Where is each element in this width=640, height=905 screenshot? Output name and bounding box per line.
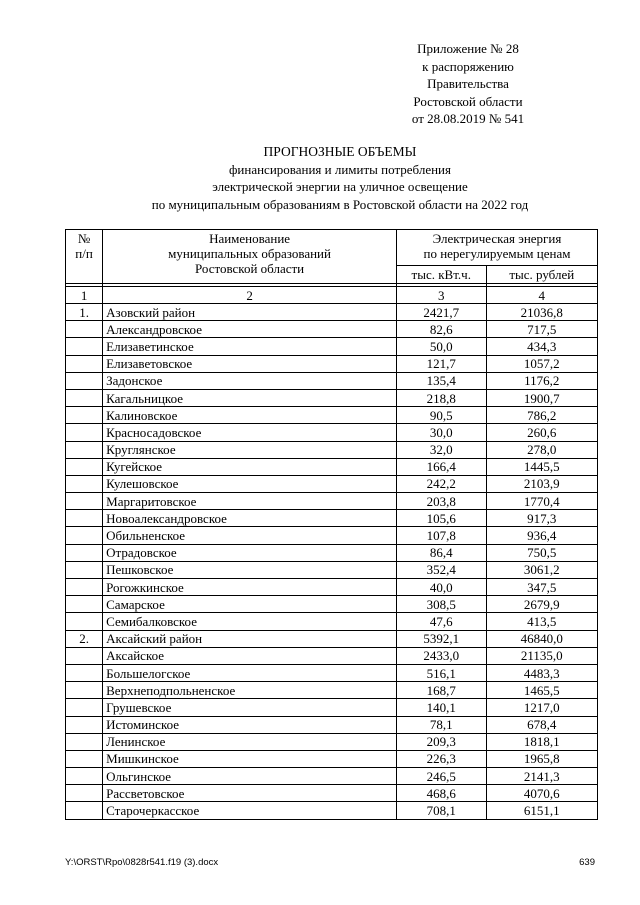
table-row <box>66 750 598 767</box>
table-row <box>66 699 598 716</box>
header-num-line: № <box>77 231 91 246</box>
table-body <box>66 304 598 820</box>
row-number <box>66 424 103 441</box>
row-name: Круглянское <box>103 441 397 458</box>
row-kwh: 107,8 <box>396 527 486 544</box>
row-kwh: 82,6 <box>396 321 486 338</box>
row-name: Калиновское <box>103 407 397 424</box>
title-line: по муниципальным образованиям в Ростовской области на 2022 год <box>151 196 529 212</box>
row-kwh: 226,3 <box>396 750 486 767</box>
row-number <box>66 441 103 458</box>
row-kwh: 40,0 <box>396 579 486 596</box>
table-row <box>66 407 598 424</box>
table-row <box>66 493 598 510</box>
row-number <box>66 579 103 596</box>
row-kwh: 50,0 <box>396 338 486 355</box>
row-rub: 21135,0 <box>486 647 597 664</box>
row-rub: 347,5 <box>486 579 597 596</box>
appendix-line: к распоряжению <box>422 58 514 74</box>
title-main: ПРОГНОЗНЫЕ ОБЪЕМЫ <box>263 144 417 159</box>
row-rub: 1445,5 <box>486 458 597 475</box>
table-row <box>66 372 598 389</box>
row-kwh: 166,4 <box>396 458 486 475</box>
row-rub: 750,5 <box>486 544 597 561</box>
col-number: 2 <box>103 287 397 304</box>
appendix-line: Приложение № 28 <box>417 41 519 56</box>
row-kwh: 140,1 <box>396 699 486 716</box>
row-kwh: 105,6 <box>396 510 486 527</box>
row-kwh: 203,8 <box>396 493 486 510</box>
row-rub: 1465,5 <box>486 682 597 699</box>
row-name: Елизаветовское <box>103 355 397 372</box>
table-row <box>66 664 598 681</box>
table-row <box>66 389 598 406</box>
row-number <box>66 716 103 733</box>
row-rub: 1217,0 <box>486 699 597 716</box>
row-name: Семибалковское <box>103 613 397 630</box>
row-kwh: 135,4 <box>396 372 486 389</box>
header-name-line: Наименование <box>209 231 291 246</box>
footer-page-number: 639 <box>579 857 595 868</box>
title-line: финансирования и лимиты потребления <box>228 161 451 177</box>
row-kwh: 30,0 <box>396 424 486 441</box>
row-name: Кулешовское <box>103 475 397 492</box>
row-number <box>66 596 103 613</box>
row-number <box>66 493 103 510</box>
row-rub: 434,3 <box>486 338 597 355</box>
row-number <box>66 407 103 424</box>
row-kwh: 168,7 <box>396 682 486 699</box>
row-rub: 717,5 <box>486 321 597 338</box>
row-name: Елизаветинское <box>103 338 397 355</box>
row-number <box>66 647 103 664</box>
row-name: Маргаритовское <box>103 493 397 510</box>
table-row <box>66 579 598 596</box>
row-kwh: 308,5 <box>396 596 486 613</box>
row-number <box>66 458 103 475</box>
header-name-line: Ростовской области <box>194 261 305 276</box>
table-row <box>66 802 598 819</box>
row-kwh: 2433,0 <box>396 647 486 664</box>
appendix-line: Ростовской области <box>413 93 523 109</box>
table-row <box>66 613 598 630</box>
row-rub: 3061,2 <box>486 561 597 578</box>
row-number: 2. <box>66 630 103 647</box>
row-kwh: 2421,7 <box>396 304 486 321</box>
limits-table <box>65 229 598 820</box>
row-number <box>66 355 103 372</box>
row-name: Мишкинское <box>103 750 397 767</box>
row-name: Задонское <box>103 372 397 389</box>
row-kwh: 516,1 <box>396 664 486 681</box>
row-rub: 4483,3 <box>486 664 597 681</box>
row-name: Обильненское <box>103 527 397 544</box>
row-kwh: 90,5 <box>396 407 486 424</box>
table-row <box>66 733 598 750</box>
row-number <box>66 527 103 544</box>
table-row <box>66 544 598 561</box>
row-name: Азовский район <box>103 304 397 321</box>
table-row <box>66 458 598 475</box>
row-name: Самарское <box>103 596 397 613</box>
row-name: Аксайский район <box>103 630 397 647</box>
row-number <box>66 372 103 389</box>
table-row <box>66 304 598 321</box>
header-rub: тыс. рублей <box>486 266 597 284</box>
row-number <box>66 510 103 527</box>
row-number <box>66 389 103 406</box>
row-name: Грушевское <box>103 699 397 716</box>
row-rub: 278,0 <box>486 441 597 458</box>
row-rub: 46840,0 <box>486 630 597 647</box>
col-number: 1 <box>66 287 103 304</box>
row-rub: 2141,3 <box>486 768 597 785</box>
row-kwh: 32,0 <box>396 441 486 458</box>
table-row <box>66 321 598 338</box>
table-row <box>66 561 598 578</box>
table-row <box>66 630 598 647</box>
row-kwh: 209,3 <box>396 733 486 750</box>
row-kwh: 246,5 <box>396 768 486 785</box>
row-kwh: 352,4 <box>396 561 486 578</box>
row-name: Истоминское <box>103 716 397 733</box>
row-number <box>66 321 103 338</box>
row-number <box>66 664 103 681</box>
footer-file-path: Y:\ORST\Rpo\0828r541.f19 (3).docx <box>65 857 219 868</box>
title-line: электрической энергии на уличное освещение <box>212 179 468 194</box>
header-name <box>103 230 397 284</box>
row-rub: 1818,1 <box>486 733 597 750</box>
row-kwh: 5392,1 <box>396 630 486 647</box>
row-name: Рассветовское <box>103 785 397 802</box>
row-number <box>66 544 103 561</box>
col-number: 4 <box>486 287 597 304</box>
row-rub: 786,2 <box>486 407 597 424</box>
document-title <box>40 143 640 213</box>
table-row <box>66 682 598 699</box>
row-number <box>66 613 103 630</box>
row-name: Рогожкинское <box>103 579 397 596</box>
row-name: Верхнеподпольненское <box>103 682 397 699</box>
row-kwh: 86,4 <box>396 544 486 561</box>
row-name: Новоалександровское <box>103 510 397 527</box>
row-rub: 1770,4 <box>486 493 597 510</box>
row-rub: 936,4 <box>486 527 597 544</box>
table-row <box>66 475 598 492</box>
row-rub: 678,4 <box>486 716 597 733</box>
row-kwh: 47,6 <box>396 613 486 630</box>
row-name: Старочеркасское <box>103 802 397 819</box>
row-number <box>66 750 103 767</box>
row-rub: 1900,7 <box>486 389 597 406</box>
row-number <box>66 475 103 492</box>
header-num <box>66 230 103 284</box>
row-name: Кагальницкое <box>103 389 397 406</box>
row-name: Красносадовское <box>103 424 397 441</box>
row-rub: 2679,9 <box>486 596 597 613</box>
row-name: Отрадовское <box>103 544 397 561</box>
row-rub: 1176,2 <box>486 372 597 389</box>
table-row <box>66 768 598 785</box>
table-row <box>66 596 598 613</box>
row-number <box>66 785 103 802</box>
header-energy <box>396 230 597 266</box>
row-kwh: 78,1 <box>396 716 486 733</box>
row-number <box>66 682 103 699</box>
header-energy-line: по нерегулируемым ценам <box>423 246 571 261</box>
row-number <box>66 802 103 819</box>
row-rub: 1057,2 <box>486 355 597 372</box>
column-numbers-row <box>66 287 598 304</box>
row-kwh: 218,8 <box>396 389 486 406</box>
appendix-line: от 28.08.2019 № 541 <box>411 111 525 127</box>
row-kwh: 708,1 <box>396 802 486 819</box>
row-kwh: 468,6 <box>396 785 486 802</box>
row-name: Ленинское <box>103 733 397 750</box>
appendix-header <box>373 40 563 128</box>
table-row <box>66 647 598 664</box>
row-name: Кугейское <box>103 458 397 475</box>
row-name: Ольгинское <box>103 768 397 785</box>
row-number <box>66 733 103 750</box>
row-rub: 2103,9 <box>486 475 597 492</box>
row-name: Аксайское <box>103 647 397 664</box>
row-rub: 4070,6 <box>486 785 597 802</box>
table-row <box>66 527 598 544</box>
table-row <box>66 441 598 458</box>
row-number <box>66 561 103 578</box>
row-rub: 6151,1 <box>486 802 597 819</box>
row-number: 1. <box>66 304 103 321</box>
row-rub: 260,6 <box>486 424 597 441</box>
row-rub: 917,3 <box>486 510 597 527</box>
row-number <box>66 338 103 355</box>
header-name-line: муниципальных образований <box>168 246 331 261</box>
row-name: Большелогское <box>103 664 397 681</box>
row-name: Пешковское <box>103 561 397 578</box>
row-rub: 413,5 <box>486 613 597 630</box>
table-row <box>66 785 598 802</box>
table-row <box>66 338 598 355</box>
header-energy-line: Электрическая энергия <box>432 231 562 246</box>
header-kwh: тыс. кВт.ч. <box>396 266 486 284</box>
row-rub: 21036,8 <box>486 304 597 321</box>
table-row <box>66 424 598 441</box>
table-row <box>66 510 598 527</box>
appendix-line: Правительства <box>427 76 509 92</box>
table-row <box>66 355 598 372</box>
row-number <box>66 699 103 716</box>
col-number: 3 <box>396 287 486 304</box>
row-kwh: 242,2 <box>396 475 486 492</box>
header-num-line: п/п <box>75 246 93 261</box>
row-number <box>66 768 103 785</box>
row-name: Александровское <box>103 321 397 338</box>
row-rub: 1965,8 <box>486 750 597 767</box>
row-kwh: 121,7 <box>396 355 486 372</box>
table-row <box>66 716 598 733</box>
